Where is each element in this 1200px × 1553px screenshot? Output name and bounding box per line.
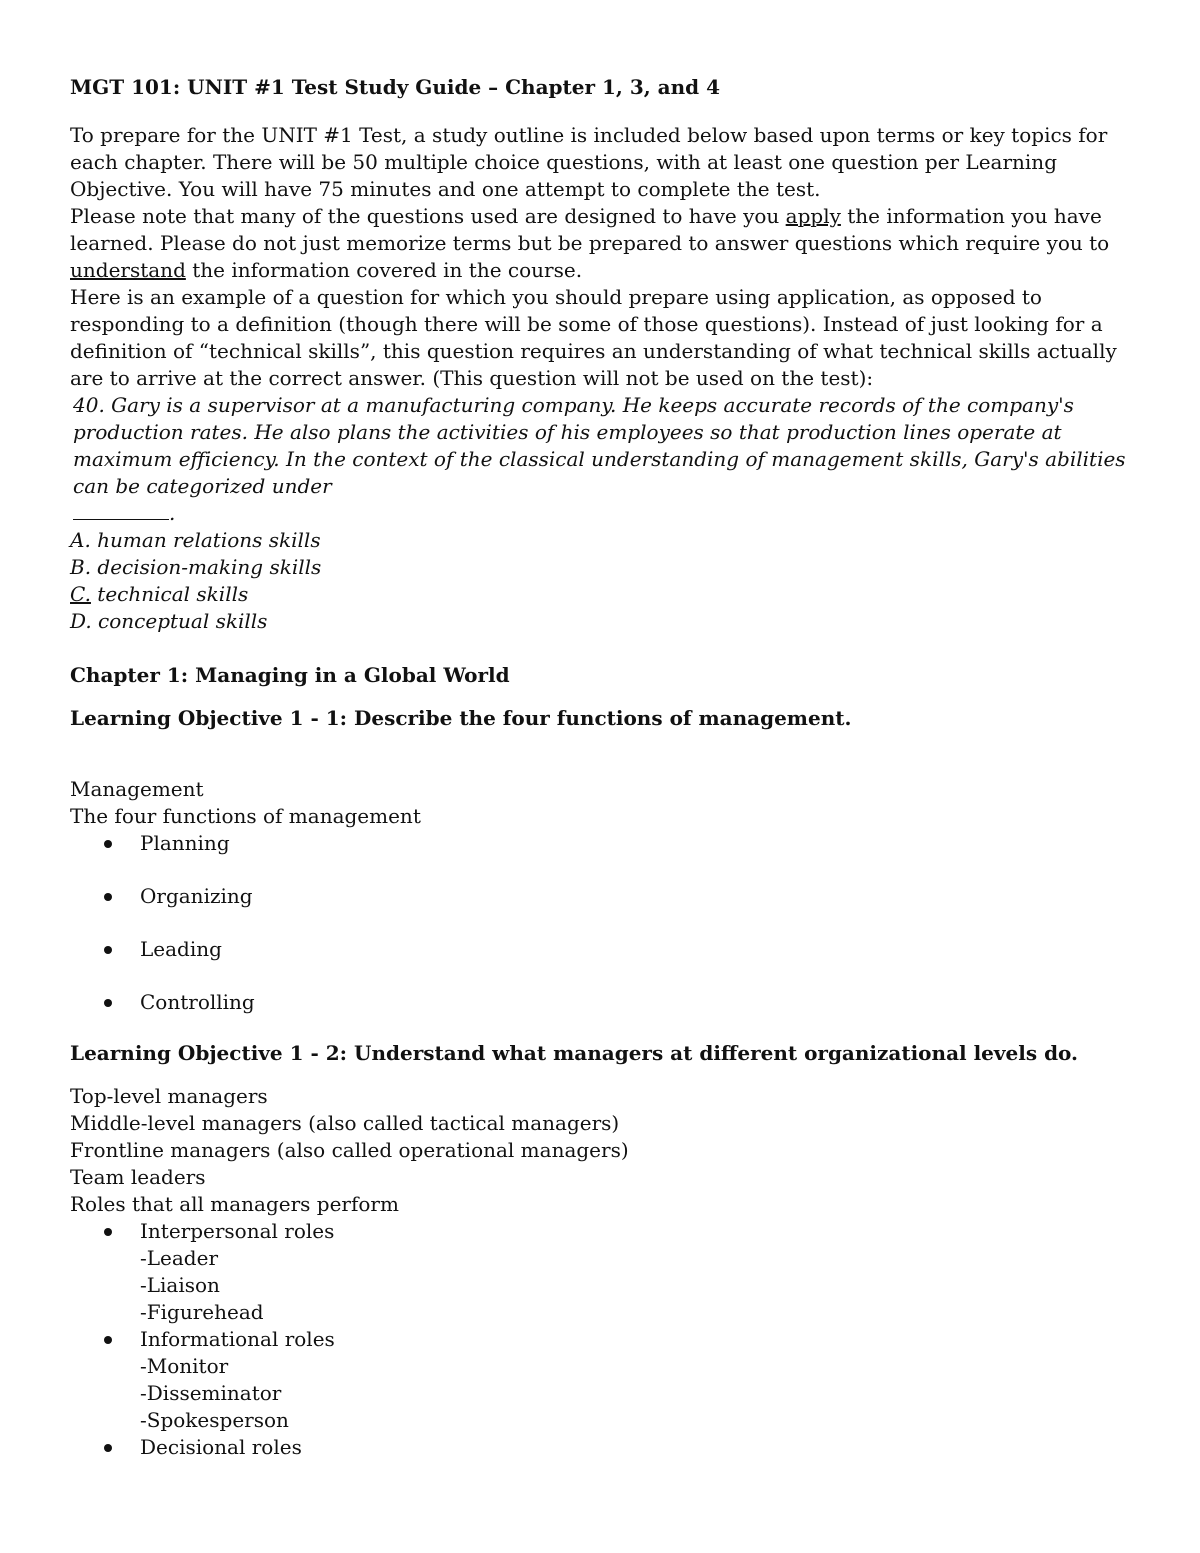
term-line: Management: [70, 777, 204, 801]
list-item-label: Organizing: [140, 884, 253, 908]
intro-paragraph-3: Here is an example of a question for which you should prepare using application, as opposed to responding to a definition (though there will be some of those questions). Instead of just looking for a definition of “technical skills”, this question requires an understanding of what technical skills actually are to arrive at the correct answer. (This question will not be used on the test):: [70, 285, 1117, 390]
spacer: [70, 732, 1150, 776]
sub-item: -Liaison: [140, 1273, 220, 1297]
term-line: Team leaders: [70, 1165, 206, 1189]
sub-item: -Figurehead: [140, 1300, 264, 1324]
answer-blank: [73, 503, 169, 520]
list-item-label: Decisional roles: [140, 1435, 302, 1459]
list-item: [70, 1434, 1150, 1461]
lo-1-1-heading: Learning Objective 1 - 1: Describe the four functions of management.: [70, 706, 852, 730]
list-item: [70, 989, 1150, 1016]
list-item: [70, 883, 1150, 910]
intro-p2-before: Please note that many of the questions used are designed to have you: [70, 204, 786, 228]
manager-roles-list: [70, 1434, 1150, 1461]
question-stem: [70, 392, 1150, 527]
management-functions-list: [70, 830, 1150, 1016]
list-item-label: Controlling: [140, 990, 255, 1014]
intro-p2-after: the information covered in the course.: [185, 258, 583, 282]
bullet-icon: [104, 893, 112, 901]
list-item-label: Planning: [140, 831, 230, 855]
document-title: MGT 101: UNIT #1 Test Study Guide – Chapter 1, 3, and 4: [70, 75, 721, 99]
list-item: [70, 1218, 1150, 1245]
chapter-1-heading: Chapter 1: Managing in a Global World: [70, 663, 510, 687]
intro-paragraph-2: [70, 203, 1150, 284]
option-text: technical skills: [90, 582, 249, 606]
list-item-label: Leading: [140, 937, 222, 961]
option-letter: A.: [70, 528, 91, 552]
manager-roles-list: [70, 1326, 1150, 1353]
bullet-icon: [104, 840, 112, 848]
spacer: [70, 1067, 1150, 1083]
list-item: [70, 936, 1150, 963]
bullet-icon: [104, 1336, 112, 1344]
example-question: [70, 392, 1150, 635]
term-line: Middle-level managers (also called tactical managers): [70, 1111, 620, 1135]
answer-option-d: [70, 608, 1150, 635]
term-line: Roles that all managers perform: [70, 1192, 399, 1216]
list-item-label: Interpersonal roles: [140, 1219, 335, 1243]
question-stem-text: 40. Gary is a supervisor at a manufacturing company. He keeps accurate records of the company's production rates. He also plans the activities of his employees so that production lines operate at maximum efficiency. In the context of the classical understanding of management skills, Gary's abilities can be categorized under: [73, 393, 1126, 498]
document-page: [70, 74, 1150, 1461]
apply-emphasis: apply: [785, 204, 841, 228]
answer-option-a: [70, 527, 1150, 554]
option-text: human relations skills: [90, 528, 321, 552]
manager-roles-list: [70, 1218, 1150, 1245]
sub-item: -Monitor: [140, 1354, 229, 1378]
lo-1-2-heading: Learning Objective 1 - 2: Understand what managers at different organizational levels do.: [70, 1041, 1079, 1065]
intro-p2-mid: the information you have learned. Please do not just memorize terms but be prepared to answer questions which require you to: [70, 204, 1110, 255]
understand-emphasis: understand: [70, 258, 186, 282]
option-letter: B.: [70, 555, 92, 579]
correct-option-letter: C.: [70, 582, 91, 606]
list-item-label: Informational roles: [140, 1327, 335, 1351]
answer-option-c: [70, 581, 1150, 608]
question-stem-end: .: [169, 501, 176, 525]
list-item: [70, 1326, 1150, 1353]
bullet-icon: [104, 1444, 112, 1452]
sub-item: -Disseminator: [140, 1381, 282, 1405]
option-text: conceptual skills: [91, 609, 268, 633]
option-text: decision-making skills: [91, 555, 322, 579]
term-line: The four functions of management: [70, 804, 421, 828]
bullet-icon: [104, 1228, 112, 1236]
term-line: Frontline managers (also called operational managers): [70, 1138, 629, 1162]
sub-item: -Spokesperson: [140, 1408, 289, 1432]
term-line: Top-level managers: [70, 1084, 268, 1108]
sub-item: -Leader: [140, 1246, 218, 1270]
list-item: [70, 830, 1150, 857]
bullet-icon: [104, 946, 112, 954]
option-letter: D.: [70, 609, 92, 633]
intro-paragraph-1: To prepare for the UNIT #1 Test, a study outline is included below based upon terms or key topics for each chapter. There will be 50 multiple choice questions, with at least one question per Learning Objective. You will have 75 minutes and one attempt to complete the test.: [70, 123, 1108, 201]
bullet-icon: [104, 999, 112, 1007]
answer-option-b: [70, 554, 1150, 581]
